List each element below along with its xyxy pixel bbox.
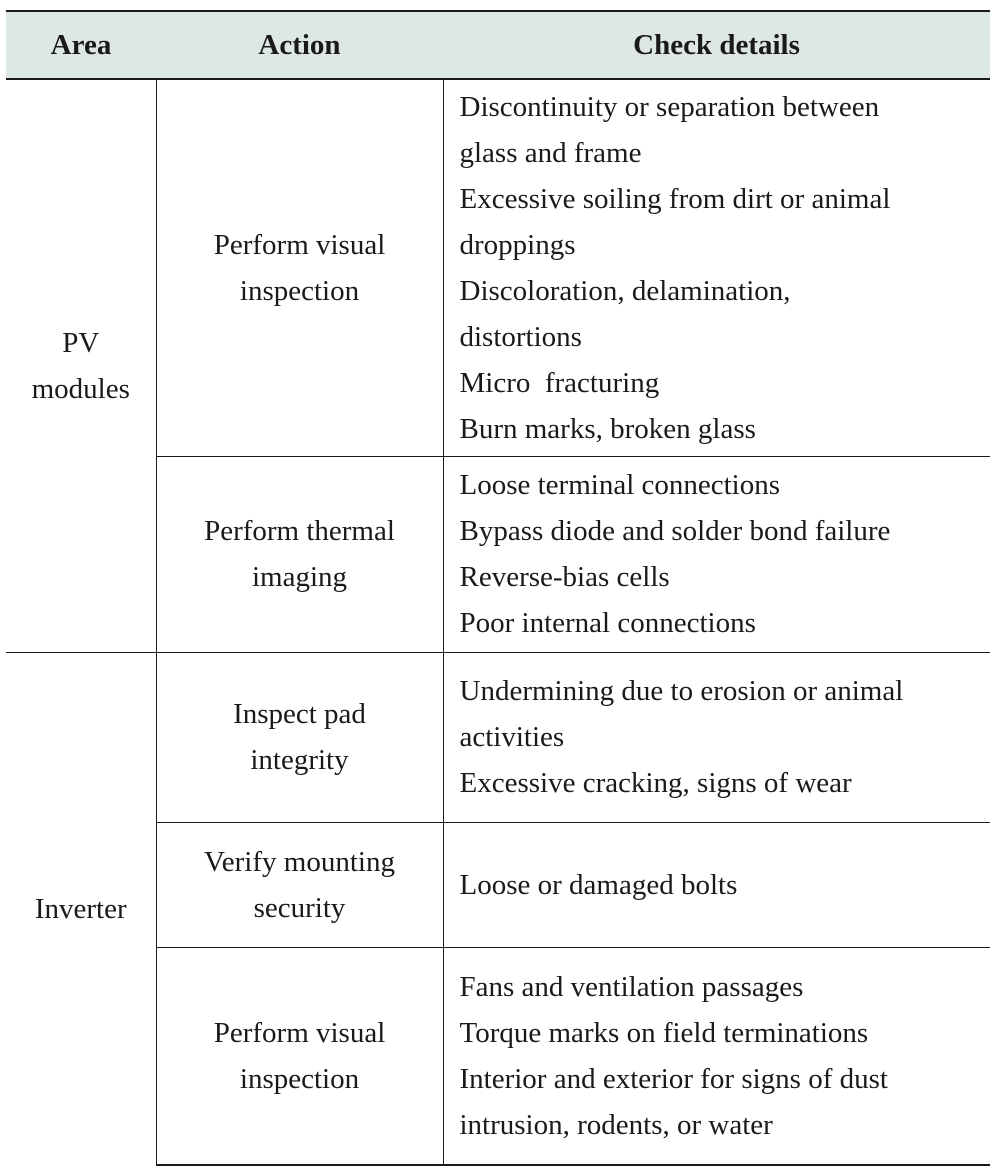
action-cell	[156, 822, 443, 947]
details-cell	[443, 947, 990, 1165]
detail-line: Excessive cracking, signs of wear	[459, 767, 852, 799]
table-row	[6, 652, 990, 822]
action-label-line: Perform thermal	[204, 515, 395, 547]
detail-line: Discontinuity or separation between	[459, 90, 880, 123]
inspection-checklist-table	[6, 10, 990, 1166]
details-cell	[443, 79, 990, 456]
detail-line: Poor internal connections	[459, 607, 756, 639]
detail-line: droppings	[459, 228, 576, 261]
action-label-line: integrity	[250, 744, 349, 776]
action-label-line: imaging	[251, 561, 348, 593]
detail-line: Loose terminal connections	[459, 469, 781, 501]
detail-line: Interior and exterior for signs of dust	[459, 1062, 888, 1095]
action-cell	[156, 947, 443, 1165]
area-label-line: Inverter	[34, 892, 127, 925]
header-row	[6, 11, 990, 79]
detail-line: distortions	[459, 320, 582, 353]
detail-line: Micro fracturing	[459, 366, 660, 399]
detail-line: Undermining due to erosion or animal	[459, 675, 904, 707]
detail-line: activities	[459, 721, 565, 753]
detail-line: Bypass diode and solder bond failure	[459, 515, 891, 547]
detail-line: Reverse-bias cells	[459, 561, 670, 593]
action-label-line: Inspect pad	[233, 698, 366, 730]
action-label-line: inspection	[239, 1062, 360, 1095]
area-cell-pv-modules	[6, 79, 156, 652]
details-cell	[443, 456, 990, 652]
action-cell	[156, 79, 443, 456]
detail-line: Excessive soiling from dirt or animal	[459, 182, 891, 215]
area-cell-inverter	[6, 652, 156, 1165]
action-label-line: Perform visual	[213, 228, 386, 261]
detail-line: Loose or damaged bolts	[459, 868, 738, 901]
area-label-line: modules	[31, 372, 130, 405]
action-cell	[156, 652, 443, 822]
area-label-line: PV	[62, 326, 100, 359]
action-cell	[156, 456, 443, 652]
detail-line: Discoloration, delamination,	[459, 274, 791, 307]
detail-line: Fans and ventilation passages	[459, 970, 804, 1003]
header-area: Area	[6, 11, 156, 79]
detail-line: glass and frame	[459, 136, 642, 169]
header-action: Action	[156, 11, 443, 79]
action-label-line: Perform visual	[213, 1016, 386, 1049]
detail-line: Burn marks, broken glass	[459, 412, 756, 445]
action-label-line: inspection	[239, 274, 360, 307]
detail-line: Torque marks on field terminations	[459, 1016, 869, 1049]
action-label-line: Verify mounting	[204, 845, 395, 878]
details-cell	[443, 822, 990, 947]
details-cell	[443, 652, 990, 822]
detail-line: intrusion, rodents, or water	[459, 1108, 773, 1141]
action-label-line: security	[253, 891, 346, 924]
header-check-details: Check details	[443, 11, 990, 79]
table-row	[6, 79, 990, 456]
